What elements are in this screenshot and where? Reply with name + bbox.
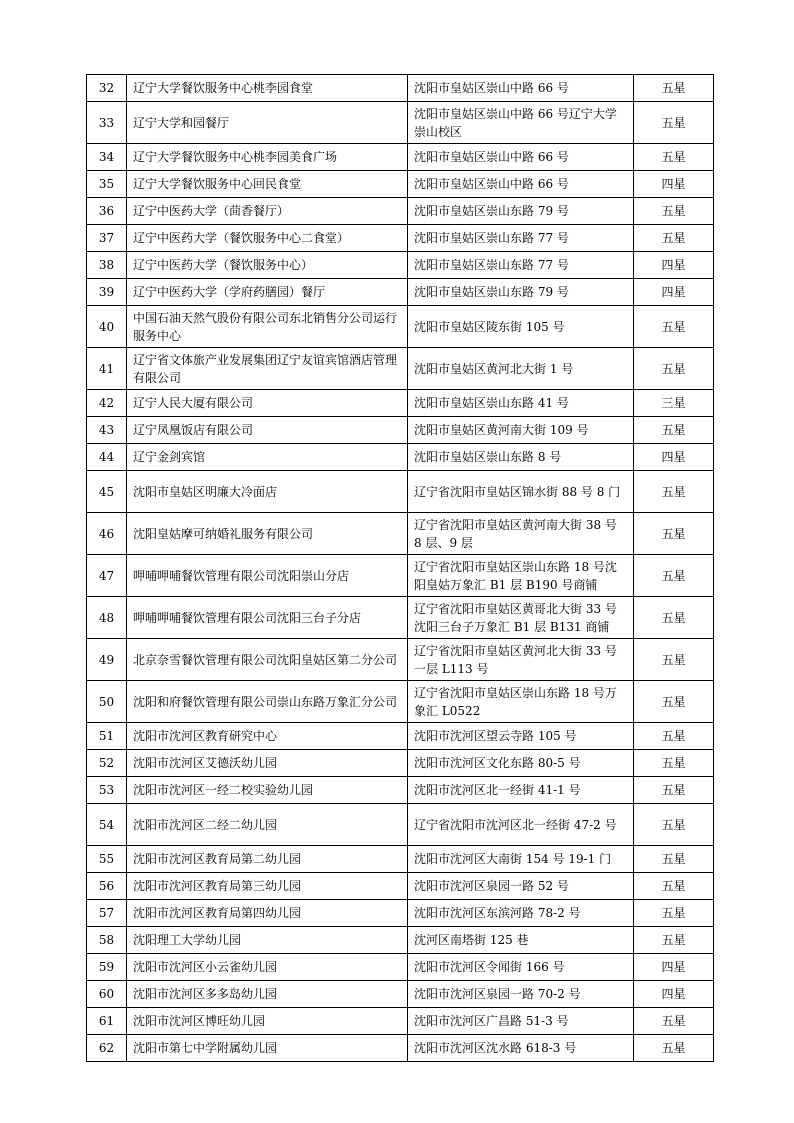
table-row — [87, 927, 714, 954]
star-rating: 五星 — [634, 225, 714, 252]
establishment-address: 沈阳市皇姑区黄河北大街 1 号 — [408, 348, 634, 390]
table-row — [87, 471, 714, 513]
row-number: 40 — [87, 306, 127, 348]
establishment-name: 沈阳市沈河区教育研究中心 — [127, 723, 408, 750]
establishment-address: 辽宁省沈阳市沈河区北一经街 47-2 号 — [408, 804, 634, 846]
star-rating: 五星 — [634, 1008, 714, 1035]
establishment-name: 辽宁凤凰饭店有限公司 — [127, 417, 408, 444]
establishment-address: 沈阳市沈河区沈水路 618-3 号 — [408, 1035, 634, 1062]
star-rating: 四星 — [634, 252, 714, 279]
star-rating: 五星 — [634, 777, 714, 804]
establishment-address: 辽宁省沈阳市皇姑区崇山东路 18 号沈阳皇姑万象汇 B1 层 B190 号商铺 — [408, 555, 634, 597]
table-row — [87, 750, 714, 777]
row-number: 55 — [87, 846, 127, 873]
table-row — [87, 513, 714, 555]
establishment-name: 辽宁中医药大学（茴香餐厅） — [127, 198, 408, 225]
star-rating: 五星 — [634, 1035, 714, 1062]
row-number: 37 — [87, 225, 127, 252]
table-row — [87, 681, 714, 723]
establishment-name: 沈阳市沈河区艾德沃幼儿园 — [127, 750, 408, 777]
establishment-name: 沈阳理工大学幼儿园 — [127, 927, 408, 954]
table-row — [87, 846, 714, 873]
establishment-name: 沈阳市沈河区教育局第二幼儿园 — [127, 846, 408, 873]
star-rating: 三星 — [634, 390, 714, 417]
table-row — [87, 954, 714, 981]
row-number: 36 — [87, 198, 127, 225]
star-rating: 五星 — [634, 681, 714, 723]
table-row — [87, 900, 714, 927]
establishment-address: 沈阳市沈河区东滨河路 78-2 号 — [408, 900, 634, 927]
establishment-address: 沈阳市皇姑区崇山中路 66 号 — [408, 171, 634, 198]
row-number: 57 — [87, 900, 127, 927]
star-rating: 五星 — [634, 723, 714, 750]
table-row — [87, 639, 714, 681]
row-number: 35 — [87, 171, 127, 198]
table-row — [87, 444, 714, 471]
star-rating: 五星 — [634, 306, 714, 348]
star-rating: 五星 — [634, 555, 714, 597]
star-rating: 五星 — [634, 597, 714, 639]
star-rating: 五星 — [634, 873, 714, 900]
establishment-address: 辽宁省沈阳市皇姑区崇山东路 18 号万象汇 L0522 — [408, 681, 634, 723]
row-number: 41 — [87, 348, 127, 390]
row-number: 56 — [87, 873, 127, 900]
establishment-address: 沈阳市皇姑区黄河南大街 109 号 — [408, 417, 634, 444]
row-number: 34 — [87, 144, 127, 171]
establishment-address: 沈阳市皇姑区崇山东路 77 号 — [408, 225, 634, 252]
table-row — [87, 144, 714, 171]
star-rating: 四星 — [634, 279, 714, 306]
establishment-name: 辽宁中医药大学（学府药膳园）餐厅 — [127, 279, 408, 306]
row-number: 58 — [87, 927, 127, 954]
row-number: 38 — [87, 252, 127, 279]
table-row — [87, 777, 714, 804]
establishment-name: 呷哺呷哺餐饮管理有限公司沈阳崇山分店 — [127, 555, 408, 597]
establishment-name: 辽宁金剑宾馆 — [127, 444, 408, 471]
row-number: 53 — [87, 777, 127, 804]
establishment-address: 沈河区南塔街 125 巷 — [408, 927, 634, 954]
establishment-address: 辽宁省沈阳市皇姑区黄哥北大街 33 号沈阳三台子万象汇 B1 层 B131 商铺 — [408, 597, 634, 639]
establishment-name: 沈阳市沈河区教育局第三幼儿园 — [127, 873, 408, 900]
star-rating: 五星 — [634, 750, 714, 777]
star-rating: 四星 — [634, 171, 714, 198]
establishment-name: 中国石油天然气股份有限公司东北销售分公司运行服务中心 — [127, 306, 408, 348]
table-row — [87, 555, 714, 597]
star-rating: 五星 — [634, 513, 714, 555]
establishment-name: 沈阳市沈河区博旺幼儿园 — [127, 1008, 408, 1035]
establishment-address: 沈阳市沈河区泉园一路 70-2 号 — [408, 981, 634, 1008]
establishment-address: 沈阳市皇姑区崇山东路 41 号 — [408, 390, 634, 417]
row-number: 52 — [87, 750, 127, 777]
row-number: 33 — [87, 102, 127, 144]
row-number: 43 — [87, 417, 127, 444]
star-rating: 五星 — [634, 471, 714, 513]
star-rating: 五星 — [634, 144, 714, 171]
establishment-address: 辽宁省沈阳市皇姑区锦水街 88 号 8 门 — [408, 471, 634, 513]
establishment-name: 辽宁大学餐饮服务中心桃李园食堂 — [127, 75, 408, 102]
row-number: 49 — [87, 639, 127, 681]
table-row — [87, 279, 714, 306]
table-row — [87, 198, 714, 225]
establishment-name: 沈阳市沈河区小云雀幼儿园 — [127, 954, 408, 981]
table-row — [87, 804, 714, 846]
establishment-address: 沈阳市沈河区泉园一路 52 号 — [408, 873, 634, 900]
table-row — [87, 348, 714, 390]
establishment-address: 沈阳市沈河区北一经街 41-1 号 — [408, 777, 634, 804]
establishment-name: 沈阳市沈河区教育局第四幼儿园 — [127, 900, 408, 927]
establishment-name: 辽宁大学餐饮服务中心桃李园美食广场 — [127, 144, 408, 171]
table-row — [87, 873, 714, 900]
row-number: 48 — [87, 597, 127, 639]
star-rating: 四星 — [634, 981, 714, 1008]
establishment-address: 沈阳市皇姑区崇山中路 66 号 — [408, 75, 634, 102]
row-number: 45 — [87, 471, 127, 513]
establishment-address: 辽宁省沈阳市皇姑区黄河北大街 33 号一层 L113 号 — [408, 639, 634, 681]
star-rating: 五星 — [634, 75, 714, 102]
establishment-name: 沈阳皇姑摩可纳婚礼服务有限公司 — [127, 513, 408, 555]
establishment-name: 沈阳市第七中学附属幼儿园 — [127, 1035, 408, 1062]
table-row — [87, 723, 714, 750]
establishment-name: 北京奈雪餐饮管理有限公司沈阳皇姑区第二分公司 — [127, 639, 408, 681]
establishment-name: 辽宁省文体旅产业发展集团辽宁友谊宾馆酒店管理有限公司 — [127, 348, 408, 390]
star-rating: 五星 — [634, 102, 714, 144]
establishment-name: 辽宁大学餐饮服务中心回民食堂 — [127, 171, 408, 198]
table-row — [87, 417, 714, 444]
establishment-name: 辽宁中医药大学（餐饮服务中心二食堂） — [127, 225, 408, 252]
establishment-name: 辽宁中医药大学（餐饮服务中心） — [127, 252, 408, 279]
table-row — [87, 1008, 714, 1035]
table-row — [87, 171, 714, 198]
establishment-name: 沈阳市沈河区多多岛幼儿园 — [127, 981, 408, 1008]
star-rating: 五星 — [634, 348, 714, 390]
table-row — [87, 1035, 714, 1062]
row-number: 62 — [87, 1035, 127, 1062]
row-number: 39 — [87, 279, 127, 306]
establishment-name: 沈阳市沈河区二经二幼儿园 — [127, 804, 408, 846]
row-number: 60 — [87, 981, 127, 1008]
row-number: 46 — [87, 513, 127, 555]
star-rating: 五星 — [634, 198, 714, 225]
establishment-name: 辽宁人民大厦有限公司 — [127, 390, 408, 417]
establishment-address: 沈阳市皇姑区崇山东路 79 号 — [408, 198, 634, 225]
establishment-name: 沈阳市沈河区一经二校实验幼儿园 — [127, 777, 408, 804]
star-rating: 四星 — [634, 444, 714, 471]
star-rating: 五星 — [634, 846, 714, 873]
establishment-rating-table — [86, 74, 714, 1062]
row-number: 50 — [87, 681, 127, 723]
star-rating: 五星 — [634, 417, 714, 444]
establishment-address: 沈阳市皇姑区崇山中路 66 号辽宁大学崇山校区 — [408, 102, 634, 144]
establishment-name: 辽宁大学和园餐厅 — [127, 102, 408, 144]
establishment-address: 沈阳市皇姑区崇山中路 66 号 — [408, 144, 634, 171]
star-rating: 五星 — [634, 900, 714, 927]
table-row — [87, 390, 714, 417]
establishment-address: 沈阳市皇姑区崇山东路 79 号 — [408, 279, 634, 306]
establishment-address: 沈阳市皇姑区崇山东路 8 号 — [408, 444, 634, 471]
row-number: 32 — [87, 75, 127, 102]
establishment-address: 沈阳市沈河区文化东路 80-5 号 — [408, 750, 634, 777]
table-row — [87, 225, 714, 252]
row-number: 42 — [87, 390, 127, 417]
star-rating: 五星 — [634, 804, 714, 846]
table-row — [87, 597, 714, 639]
row-number: 61 — [87, 1008, 127, 1035]
table-row — [87, 102, 714, 144]
table-row — [87, 306, 714, 348]
establishment-address: 沈阳市皇姑区陵东街 105 号 — [408, 306, 634, 348]
star-rating: 五星 — [634, 639, 714, 681]
row-number: 59 — [87, 954, 127, 981]
table-row — [87, 75, 714, 102]
establishment-address: 沈阳市沈河区广昌路 51-3 号 — [408, 1008, 634, 1035]
establishment-name: 沈阳市皇姑区明廉大冷面店 — [127, 471, 408, 513]
row-number: 51 — [87, 723, 127, 750]
establishment-address: 辽宁省沈阳市皇姑区黄河南大街 38 号 8 层、9 层 — [408, 513, 634, 555]
table-row — [87, 981, 714, 1008]
establishment-address: 沈阳市沈河区大南街 154 号 19-1 门 — [408, 846, 634, 873]
establishment-name: 沈阳和府餐饮管理有限公司崇山东路万象汇分公司 — [127, 681, 408, 723]
establishment-address: 沈阳市沈河区望云寺路 105 号 — [408, 723, 634, 750]
star-rating: 五星 — [634, 927, 714, 954]
row-number: 54 — [87, 804, 127, 846]
star-rating: 四星 — [634, 954, 714, 981]
row-number: 44 — [87, 444, 127, 471]
establishment-address: 沈阳市皇姑区崇山东路 77 号 — [408, 252, 634, 279]
table-body — [87, 75, 714, 1062]
establishment-name: 呷哺呷哺餐饮管理有限公司沈阳三台子分店 — [127, 597, 408, 639]
row-number: 47 — [87, 555, 127, 597]
establishment-address: 沈阳市沈河区令闻街 166 号 — [408, 954, 634, 981]
table-row — [87, 252, 714, 279]
